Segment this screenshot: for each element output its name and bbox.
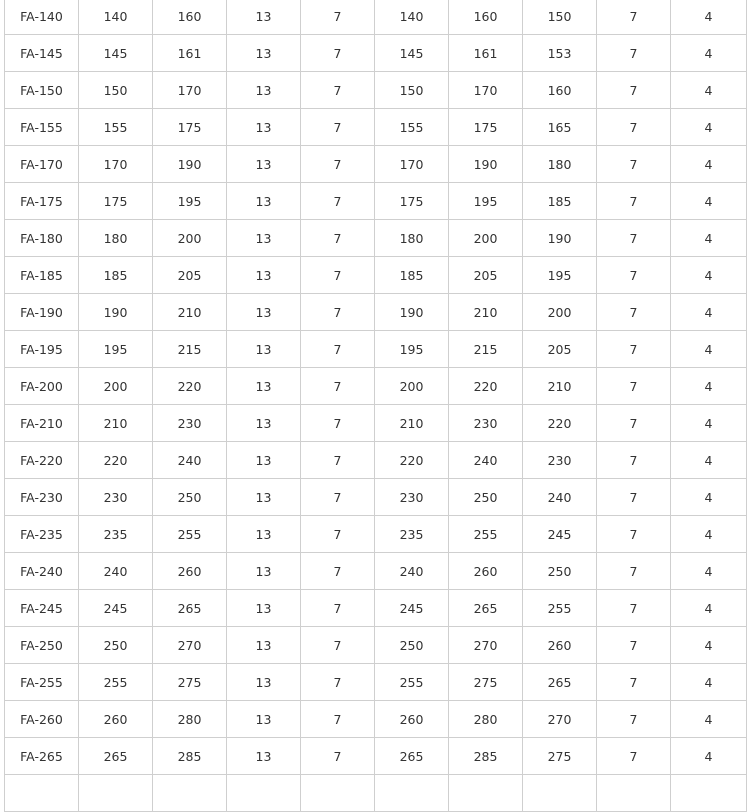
value-cell: 250 <box>153 479 227 516</box>
value-cell: 161 <box>153 35 227 72</box>
value-cell: 285 <box>449 738 523 775</box>
value-cell: 210 <box>523 368 597 405</box>
value-cell: 150 <box>523 0 597 35</box>
spec-table-container <box>4 0 746 812</box>
value-cell: 7 <box>597 0 671 35</box>
value-cell: 4 <box>671 405 747 442</box>
value-cell: 275 <box>449 664 523 701</box>
value-cell: 240 <box>449 442 523 479</box>
value-cell: 285 <box>153 738 227 775</box>
value-cell: 205 <box>449 257 523 294</box>
value-cell: 13 <box>227 257 301 294</box>
value-cell: 160 <box>153 0 227 35</box>
value-cell: 7 <box>301 590 375 627</box>
value-cell: 7 <box>301 479 375 516</box>
value-cell: 4 <box>671 368 747 405</box>
value-cell: 230 <box>523 442 597 479</box>
value-cell: 180 <box>523 146 597 183</box>
value-cell: 7 <box>301 701 375 738</box>
value-cell: 220 <box>523 405 597 442</box>
value-cell: 7 <box>597 442 671 479</box>
value-cell: 7 <box>301 516 375 553</box>
value-cell: 195 <box>79 331 153 368</box>
value-cell: 4 <box>671 479 747 516</box>
value-cell: 7 <box>301 183 375 220</box>
value-cell: 185 <box>523 183 597 220</box>
table-row <box>5 220 747 257</box>
value-cell: 250 <box>79 627 153 664</box>
value-cell: 200 <box>375 368 449 405</box>
value-cell <box>227 775 301 812</box>
model-cell: FA-140 <box>5 0 79 35</box>
table-row <box>5 331 747 368</box>
value-cell: 275 <box>523 738 597 775</box>
value-cell: 4 <box>671 701 747 738</box>
value-cell: 245 <box>523 516 597 553</box>
value-cell: 4 <box>671 664 747 701</box>
value-cell: 13 <box>227 146 301 183</box>
value-cell: 180 <box>375 220 449 257</box>
value-cell: 4 <box>671 72 747 109</box>
value-cell: 7 <box>301 146 375 183</box>
value-cell: 4 <box>671 35 747 72</box>
value-cell: 13 <box>227 553 301 590</box>
value-cell: 230 <box>153 405 227 442</box>
model-cell: FA-170 <box>5 146 79 183</box>
table-row <box>5 368 747 405</box>
value-cell: 4 <box>671 738 747 775</box>
value-cell: 161 <box>449 35 523 72</box>
value-cell: 255 <box>79 664 153 701</box>
value-cell: 195 <box>153 183 227 220</box>
table-row <box>5 738 747 775</box>
value-cell: 280 <box>153 701 227 738</box>
value-cell: 190 <box>79 294 153 331</box>
value-cell: 7 <box>597 664 671 701</box>
value-cell: 13 <box>227 183 301 220</box>
value-cell: 260 <box>449 553 523 590</box>
value-cell: 260 <box>375 701 449 738</box>
value-cell: 245 <box>375 590 449 627</box>
value-cell: 235 <box>375 516 449 553</box>
table-row <box>5 701 747 738</box>
value-cell: 175 <box>375 183 449 220</box>
value-cell: 145 <box>79 35 153 72</box>
value-cell: 7 <box>597 331 671 368</box>
value-cell: 180 <box>79 220 153 257</box>
table-row <box>5 627 747 664</box>
value-cell: 7 <box>301 109 375 146</box>
value-cell: 7 <box>597 553 671 590</box>
value-cell: 210 <box>79 405 153 442</box>
value-cell: 190 <box>375 294 449 331</box>
value-cell: 13 <box>227 701 301 738</box>
value-cell <box>671 775 747 812</box>
value-cell: 170 <box>79 146 153 183</box>
table-row <box>5 405 747 442</box>
model-cell: FA-255 <box>5 664 79 701</box>
value-cell: 153 <box>523 35 597 72</box>
model-cell: FA-245 <box>5 590 79 627</box>
model-cell: FA-260 <box>5 701 79 738</box>
value-cell: 185 <box>79 257 153 294</box>
value-cell: 200 <box>153 220 227 257</box>
value-cell: 13 <box>227 442 301 479</box>
value-cell: 210 <box>375 405 449 442</box>
value-cell: 4 <box>671 257 747 294</box>
model-cell: FA-155 <box>5 109 79 146</box>
value-cell <box>449 775 523 812</box>
value-cell: 255 <box>375 664 449 701</box>
value-cell: 7 <box>597 35 671 72</box>
value-cell: 13 <box>227 294 301 331</box>
value-cell: 210 <box>153 294 227 331</box>
value-cell: 220 <box>449 368 523 405</box>
value-cell: 200 <box>523 294 597 331</box>
value-cell: 13 <box>227 479 301 516</box>
value-cell: 4 <box>671 183 747 220</box>
value-cell: 4 <box>671 146 747 183</box>
table-row <box>5 294 747 331</box>
value-cell: 7 <box>597 257 671 294</box>
value-cell: 185 <box>375 257 449 294</box>
value-cell: 175 <box>449 109 523 146</box>
value-cell: 215 <box>153 331 227 368</box>
value-cell: 190 <box>449 146 523 183</box>
value-cell <box>301 775 375 812</box>
value-cell: 4 <box>671 294 747 331</box>
value-cell: 240 <box>523 479 597 516</box>
value-cell: 7 <box>301 368 375 405</box>
table-row <box>5 72 747 109</box>
value-cell: 150 <box>79 72 153 109</box>
value-cell: 7 <box>597 294 671 331</box>
value-cell <box>523 775 597 812</box>
value-cell: 265 <box>449 590 523 627</box>
value-cell: 7 <box>301 627 375 664</box>
value-cell: 7 <box>301 35 375 72</box>
value-cell: 250 <box>449 479 523 516</box>
value-cell: 200 <box>79 368 153 405</box>
value-cell: 7 <box>597 368 671 405</box>
value-cell: 220 <box>79 442 153 479</box>
value-cell: 4 <box>671 109 747 146</box>
value-cell: 210 <box>449 294 523 331</box>
value-cell: 7 <box>597 405 671 442</box>
value-cell: 4 <box>671 331 747 368</box>
table-row <box>5 35 747 72</box>
value-cell: 7 <box>301 442 375 479</box>
value-cell: 4 <box>671 553 747 590</box>
model-cell: FA-240 <box>5 553 79 590</box>
value-cell: 215 <box>449 331 523 368</box>
value-cell: 155 <box>375 109 449 146</box>
value-cell: 165 <box>523 109 597 146</box>
value-cell: 145 <box>375 35 449 72</box>
value-cell: 240 <box>375 553 449 590</box>
value-cell: 7 <box>597 183 671 220</box>
value-cell: 7 <box>597 479 671 516</box>
model-cell: FA-230 <box>5 479 79 516</box>
model-cell: FA-185 <box>5 257 79 294</box>
table-row <box>5 109 747 146</box>
value-cell: 240 <box>153 442 227 479</box>
value-cell: 170 <box>153 72 227 109</box>
model-cell: FA-190 <box>5 294 79 331</box>
value-cell <box>375 775 449 812</box>
value-cell <box>153 775 227 812</box>
table-row <box>5 479 747 516</box>
value-cell: 140 <box>375 0 449 35</box>
value-cell: 4 <box>671 590 747 627</box>
value-cell: 170 <box>375 146 449 183</box>
value-cell: 7 <box>597 590 671 627</box>
value-cell: 270 <box>523 701 597 738</box>
value-cell: 13 <box>227 220 301 257</box>
value-cell: 170 <box>449 72 523 109</box>
value-cell: 160 <box>449 0 523 35</box>
value-cell: 13 <box>227 738 301 775</box>
table-row <box>5 183 747 220</box>
model-cell: FA-175 <box>5 183 79 220</box>
value-cell: 255 <box>523 590 597 627</box>
table-row <box>5 146 747 183</box>
value-cell: 205 <box>153 257 227 294</box>
value-cell: 4 <box>671 220 747 257</box>
value-cell: 175 <box>79 183 153 220</box>
value-cell: 7 <box>301 405 375 442</box>
value-cell: 7 <box>301 738 375 775</box>
spec-table <box>4 0 747 812</box>
value-cell: 195 <box>375 331 449 368</box>
value-cell: 13 <box>227 368 301 405</box>
table-row <box>5 553 747 590</box>
model-cell: FA-235 <box>5 516 79 553</box>
value-cell: 280 <box>449 701 523 738</box>
value-cell: 240 <box>79 553 153 590</box>
model-cell: FA-150 <box>5 72 79 109</box>
model-cell: FA-195 <box>5 331 79 368</box>
table-row <box>5 775 747 812</box>
value-cell: 13 <box>227 516 301 553</box>
value-cell: 13 <box>227 0 301 35</box>
value-cell: 270 <box>153 627 227 664</box>
value-cell: 7 <box>301 331 375 368</box>
value-cell: 195 <box>449 183 523 220</box>
value-cell: 13 <box>227 627 301 664</box>
value-cell: 230 <box>375 479 449 516</box>
value-cell <box>79 775 153 812</box>
table-row <box>5 442 747 479</box>
value-cell: 7 <box>301 0 375 35</box>
value-cell: 205 <box>523 331 597 368</box>
model-cell: FA-180 <box>5 220 79 257</box>
value-cell: 195 <box>523 257 597 294</box>
value-cell: 265 <box>79 738 153 775</box>
value-cell: 13 <box>227 72 301 109</box>
value-cell: 13 <box>227 109 301 146</box>
value-cell: 260 <box>79 701 153 738</box>
value-cell: 7 <box>597 72 671 109</box>
value-cell: 4 <box>671 0 747 35</box>
value-cell: 250 <box>375 627 449 664</box>
value-cell: 7 <box>301 664 375 701</box>
value-cell: 4 <box>671 627 747 664</box>
model-cell: FA-200 <box>5 368 79 405</box>
value-cell: 7 <box>301 257 375 294</box>
value-cell: 7 <box>597 146 671 183</box>
value-cell: 13 <box>227 331 301 368</box>
value-cell: 7 <box>301 220 375 257</box>
value-cell: 255 <box>153 516 227 553</box>
value-cell <box>597 775 671 812</box>
value-cell: 13 <box>227 35 301 72</box>
value-cell: 190 <box>153 146 227 183</box>
value-cell: 7 <box>597 109 671 146</box>
value-cell: 7 <box>597 701 671 738</box>
value-cell: 150 <box>375 72 449 109</box>
value-cell: 260 <box>523 627 597 664</box>
table-row <box>5 590 747 627</box>
value-cell: 255 <box>449 516 523 553</box>
value-cell: 4 <box>671 442 747 479</box>
value-cell: 260 <box>153 553 227 590</box>
value-cell: 4 <box>671 516 747 553</box>
value-cell: 265 <box>523 664 597 701</box>
table-row <box>5 664 747 701</box>
value-cell: 270 <box>449 627 523 664</box>
value-cell: 220 <box>153 368 227 405</box>
value-cell: 155 <box>79 109 153 146</box>
model-cell: FA-145 <box>5 35 79 72</box>
value-cell: 160 <box>523 72 597 109</box>
value-cell: 245 <box>79 590 153 627</box>
value-cell: 7 <box>597 516 671 553</box>
value-cell: 13 <box>227 664 301 701</box>
value-cell: 175 <box>153 109 227 146</box>
model-cell: FA-265 <box>5 738 79 775</box>
value-cell: 7 <box>597 738 671 775</box>
value-cell: 7 <box>301 553 375 590</box>
value-cell: 7 <box>597 627 671 664</box>
table-body <box>5 0 747 812</box>
table-row <box>5 0 747 35</box>
value-cell: 13 <box>227 405 301 442</box>
value-cell: 230 <box>79 479 153 516</box>
value-cell: 13 <box>227 590 301 627</box>
table-row <box>5 257 747 294</box>
model-cell <box>5 775 79 812</box>
value-cell: 200 <box>449 220 523 257</box>
value-cell: 140 <box>79 0 153 35</box>
value-cell: 275 <box>153 664 227 701</box>
value-cell: 230 <box>449 405 523 442</box>
model-cell: FA-250 <box>5 627 79 664</box>
model-cell: FA-210 <box>5 405 79 442</box>
table-row <box>5 516 747 553</box>
value-cell: 235 <box>79 516 153 553</box>
value-cell: 7 <box>301 294 375 331</box>
value-cell: 220 <box>375 442 449 479</box>
value-cell: 190 <box>523 220 597 257</box>
value-cell: 7 <box>597 220 671 257</box>
value-cell: 7 <box>301 72 375 109</box>
model-cell: FA-220 <box>5 442 79 479</box>
value-cell: 265 <box>153 590 227 627</box>
value-cell: 250 <box>523 553 597 590</box>
value-cell: 265 <box>375 738 449 775</box>
